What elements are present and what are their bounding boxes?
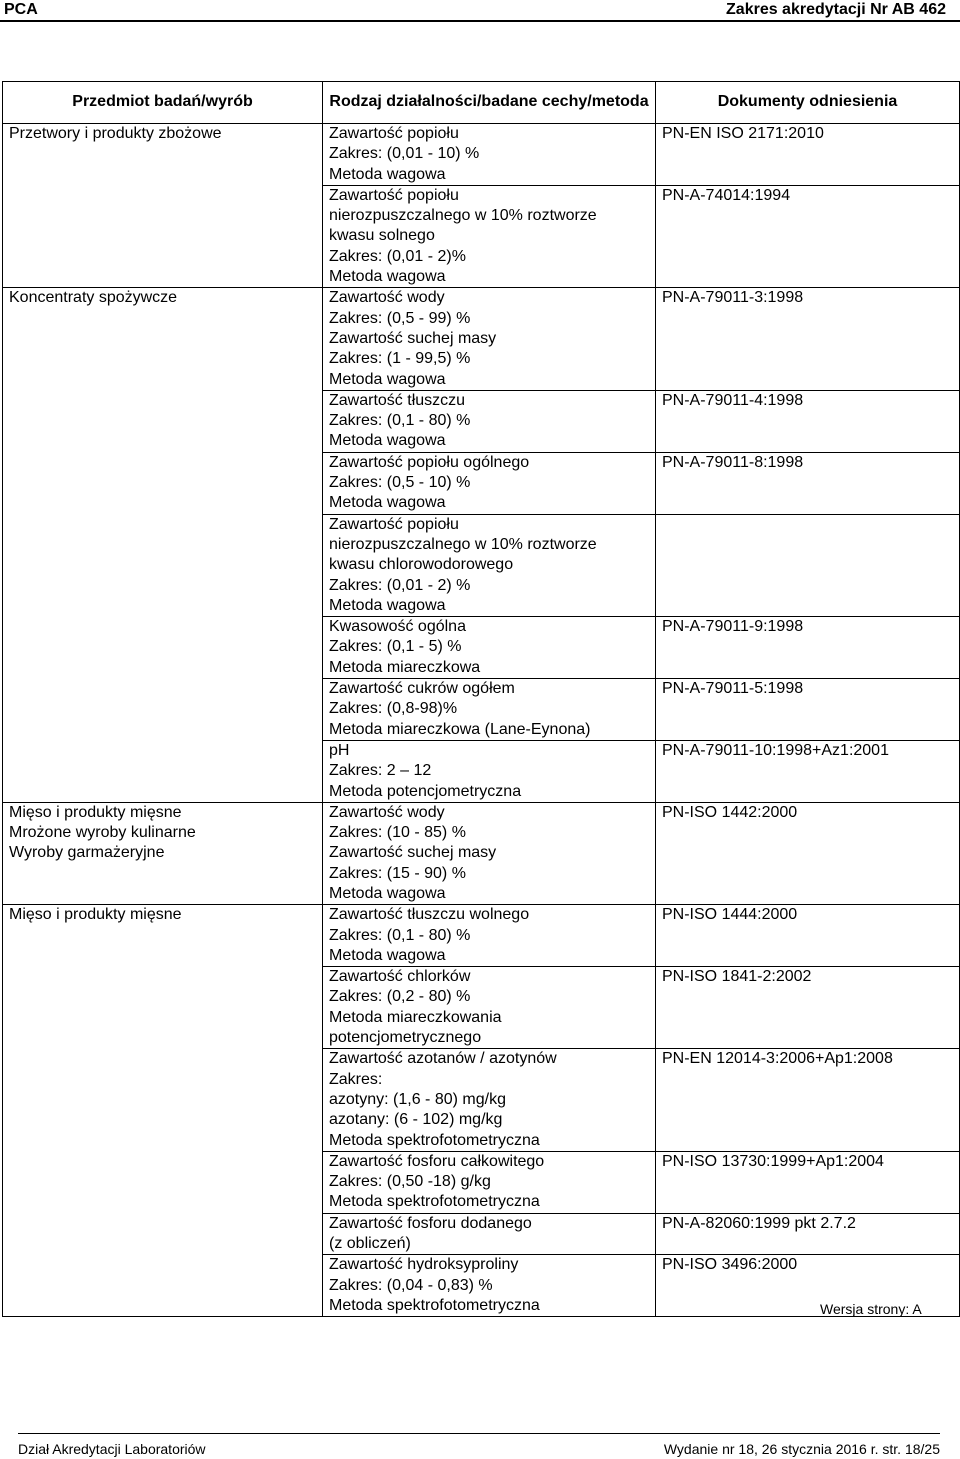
document-cell [656,124,960,186]
page-version: Wersja strony: A [820,1301,922,1317]
method-line: Metoda wagowa [329,268,446,286]
method-line: Zawartość azotanów / azotynów [329,1050,557,1068]
document-reference: PN-A-79011-3:1998 [662,289,804,307]
footer-edition: Wydanie nr 18, 26 stycznia 2016 r. str. 18/25 [663,1441,940,1457]
method-line: nierozpuszczalnego w 10% roztworze [329,207,597,225]
method-line: Zawartość wody [329,803,445,821]
subject-line: Mięso i produkty mięsne [9,906,182,924]
method-cell [323,185,656,287]
method-cell [323,452,656,514]
method-line: Metoda miareczkowa [329,658,481,676]
document-reference: PN-A-79011-5:1998 [662,680,804,698]
footer-department: Dział Akredytacji Laboratoriów [18,1441,206,1457]
document-cell [656,1151,960,1213]
method-line: Metoda wagowa [329,165,446,183]
method-line: Zakres: (15 - 90) % [329,864,466,882]
method-line: (z obliczeń) [329,1235,411,1253]
method-cell [323,905,656,967]
method-cell [323,1213,656,1255]
document-cell [656,390,960,452]
column-header-document: Dokumenty odniesienia [656,82,960,124]
method-line: Zakres: (0,8-98)% [329,700,458,718]
document-cell [656,905,960,967]
document-reference: PN-A-74014:1994 [662,186,791,204]
method-line: Zawartość popiołu [329,186,459,204]
document-cell [656,1213,960,1255]
column-header-method: Rodzaj działalności/badane cechy/metoda [323,82,656,124]
method-line: Zakres: (0,01 - 2) % [329,576,471,594]
document-cell [656,967,960,1049]
method-line: Zakres: (0,50 -18) g/kg [329,1173,491,1191]
method-line: Zawartość popiołu [329,515,459,533]
table-row [3,905,960,967]
method-line: azotany: (6 - 102) mg/kg [329,1111,503,1129]
method-cell [323,802,656,904]
method-line: Metoda miareczkowa (Lane-Eynona) [329,720,591,738]
method-line: Zakres: (0,1 - 80) % [329,926,471,944]
document-cell [656,740,960,802]
method-line: kwasu chlorowodorowego [329,556,514,574]
document-cell [656,452,960,514]
method-line: nierozpuszczalnego w 10% roztworze [329,535,597,553]
document-cell [656,185,960,287]
method-cell [323,967,656,1049]
method-line: Zawartość chlorków [329,968,471,986]
subject-cell [3,802,323,904]
method-line: azotyny: (1,6 - 80) mg/kg [329,1090,506,1108]
document-reference: PN-ISO 1442:2000 [662,803,798,821]
method-line: Zawartość suchej masy [329,844,497,862]
method-line: Zawartość wody [329,289,445,307]
method-line: Zakres: (1 - 99,5) % [329,350,471,368]
method-line: pH [329,741,350,759]
table-row [3,288,960,390]
method-line: Zawartość suchej masy [329,329,497,347]
document-reference: PN-EN ISO 2171:2010 [662,125,824,142]
method-cell [323,617,656,679]
document-reference: PN-ISO 13730:1999+Ap1:2004 [662,1152,884,1170]
method-line: Zakres: (0,1 - 80) % [329,412,471,430]
method-line: Metoda miareczkowania [329,1008,502,1026]
document-reference: PN-A-82060:1999 pkt 2.7.2 [662,1214,856,1232]
document-reference: PN-ISO 1444:2000 [662,906,798,924]
method-line: Zawartość fosforu całkowitego [329,1152,545,1170]
document-cell [656,802,960,904]
method-cell [323,679,656,741]
document-cell [656,1049,960,1151]
method-line: Zakres: (0,1 - 5) % [329,638,462,656]
document-reference: PN-ISO 3496:2000 [662,1256,798,1274]
method-line: Zakres: (10 - 85) % [329,824,466,842]
method-line: Zakres: 2 – 12 [329,762,432,780]
method-line: Zawartość tłuszczu wolnego [329,906,530,924]
document-cell [656,679,960,741]
method-line: Zawartość hydroksyproliny [329,1256,519,1274]
method-cell [323,1049,656,1151]
document-cell [656,514,960,616]
method-line: Zawartość tłuszczu [329,391,466,409]
method-line: Metoda wagowa [329,432,446,450]
method-line: Zakres: (0,5 - 10) % [329,474,471,492]
table-row [3,124,960,186]
method-line: Metoda potencjometryczna [329,782,522,800]
method-cell [323,390,656,452]
method-line: Metoda wagowa [329,884,446,902]
method-cell [323,288,656,390]
method-line: kwasu solnego [329,227,435,245]
method-cell [323,1151,656,1213]
column-header-subject: Przedmiot badań/wyrób [3,82,323,124]
subject-cell [3,288,323,802]
method-cell [323,124,656,186]
method-line: Metoda wagowa [329,370,446,388]
header-title: Zakres akredytacji Nr AB 462 [726,1,946,18]
subject-line: Mrożone wyroby kulinarne [9,824,196,842]
subject-line: Wyroby garmażeryjne [9,844,165,862]
method-cell [323,514,656,616]
subject-cell [3,905,323,1317]
document-reference: PN-EN 12014-3:2006+Ap1:2008 [662,1050,893,1068]
table-row [3,802,960,904]
document-cell [656,288,960,390]
accreditation-table [2,81,960,1317]
page-header [0,0,960,20]
subject-line: Koncentraty spożywcze [9,289,178,307]
method-line: Metoda wagowa [329,946,446,964]
document-reference: PN-A-79011-10:1998+Az1:2001 [662,741,889,759]
document-reference: PN-A-79011-4:1998 [662,391,804,409]
header-org: PCA [4,1,38,18]
method-line: Metoda wagowa [329,596,446,614]
method-line: Zakres: (0,01 - 10) % [329,145,480,163]
method-line: Zawartość fosforu dodanego [329,1214,532,1232]
header-divider [0,20,960,22]
table-header-row [3,82,960,124]
method-line: Metoda wagowa [329,494,446,512]
document-reference: PN-ISO 1841-2:2002 [662,968,812,986]
method-line: Zakres: (0,2 - 80) % [329,988,471,1006]
document-reference: PN-A-79011-9:1998 [662,618,804,636]
method-line: Metoda spektrofotometryczna [329,1131,540,1149]
method-line: potencjometrycznego [329,1029,482,1047]
footer-divider [18,1433,940,1434]
method-cell [323,740,656,802]
method-line: Zakres: (0,04 - 0,83) % [329,1276,493,1294]
document-reference: PN-A-79011-8:1998 [662,453,804,471]
method-line: Zakres: (0,5 - 99) % [329,309,471,327]
subject-line: Przetwory i produkty zbożowe [9,125,222,142]
document-cell [656,617,960,679]
method-cell [323,1255,656,1317]
method-line: Zakres: [329,1070,383,1088]
method-line: Kwasowość ogólna [329,618,466,636]
method-line: Zawartość popiołu ogólnego [329,453,530,471]
method-line: Zawartość popiołu [329,125,459,142]
method-line: Zawartość cukrów ogółem [329,680,515,698]
method-line: Zakres: (0,01 - 2)% [329,247,466,265]
subject-line: Mięso i produkty mięsne [9,803,182,821]
method-line: Metoda spektrofotometryczna [329,1296,540,1314]
subject-cell [3,124,323,288]
table-body [3,124,960,1317]
method-line: Metoda spektrofotometryczna [329,1193,540,1211]
